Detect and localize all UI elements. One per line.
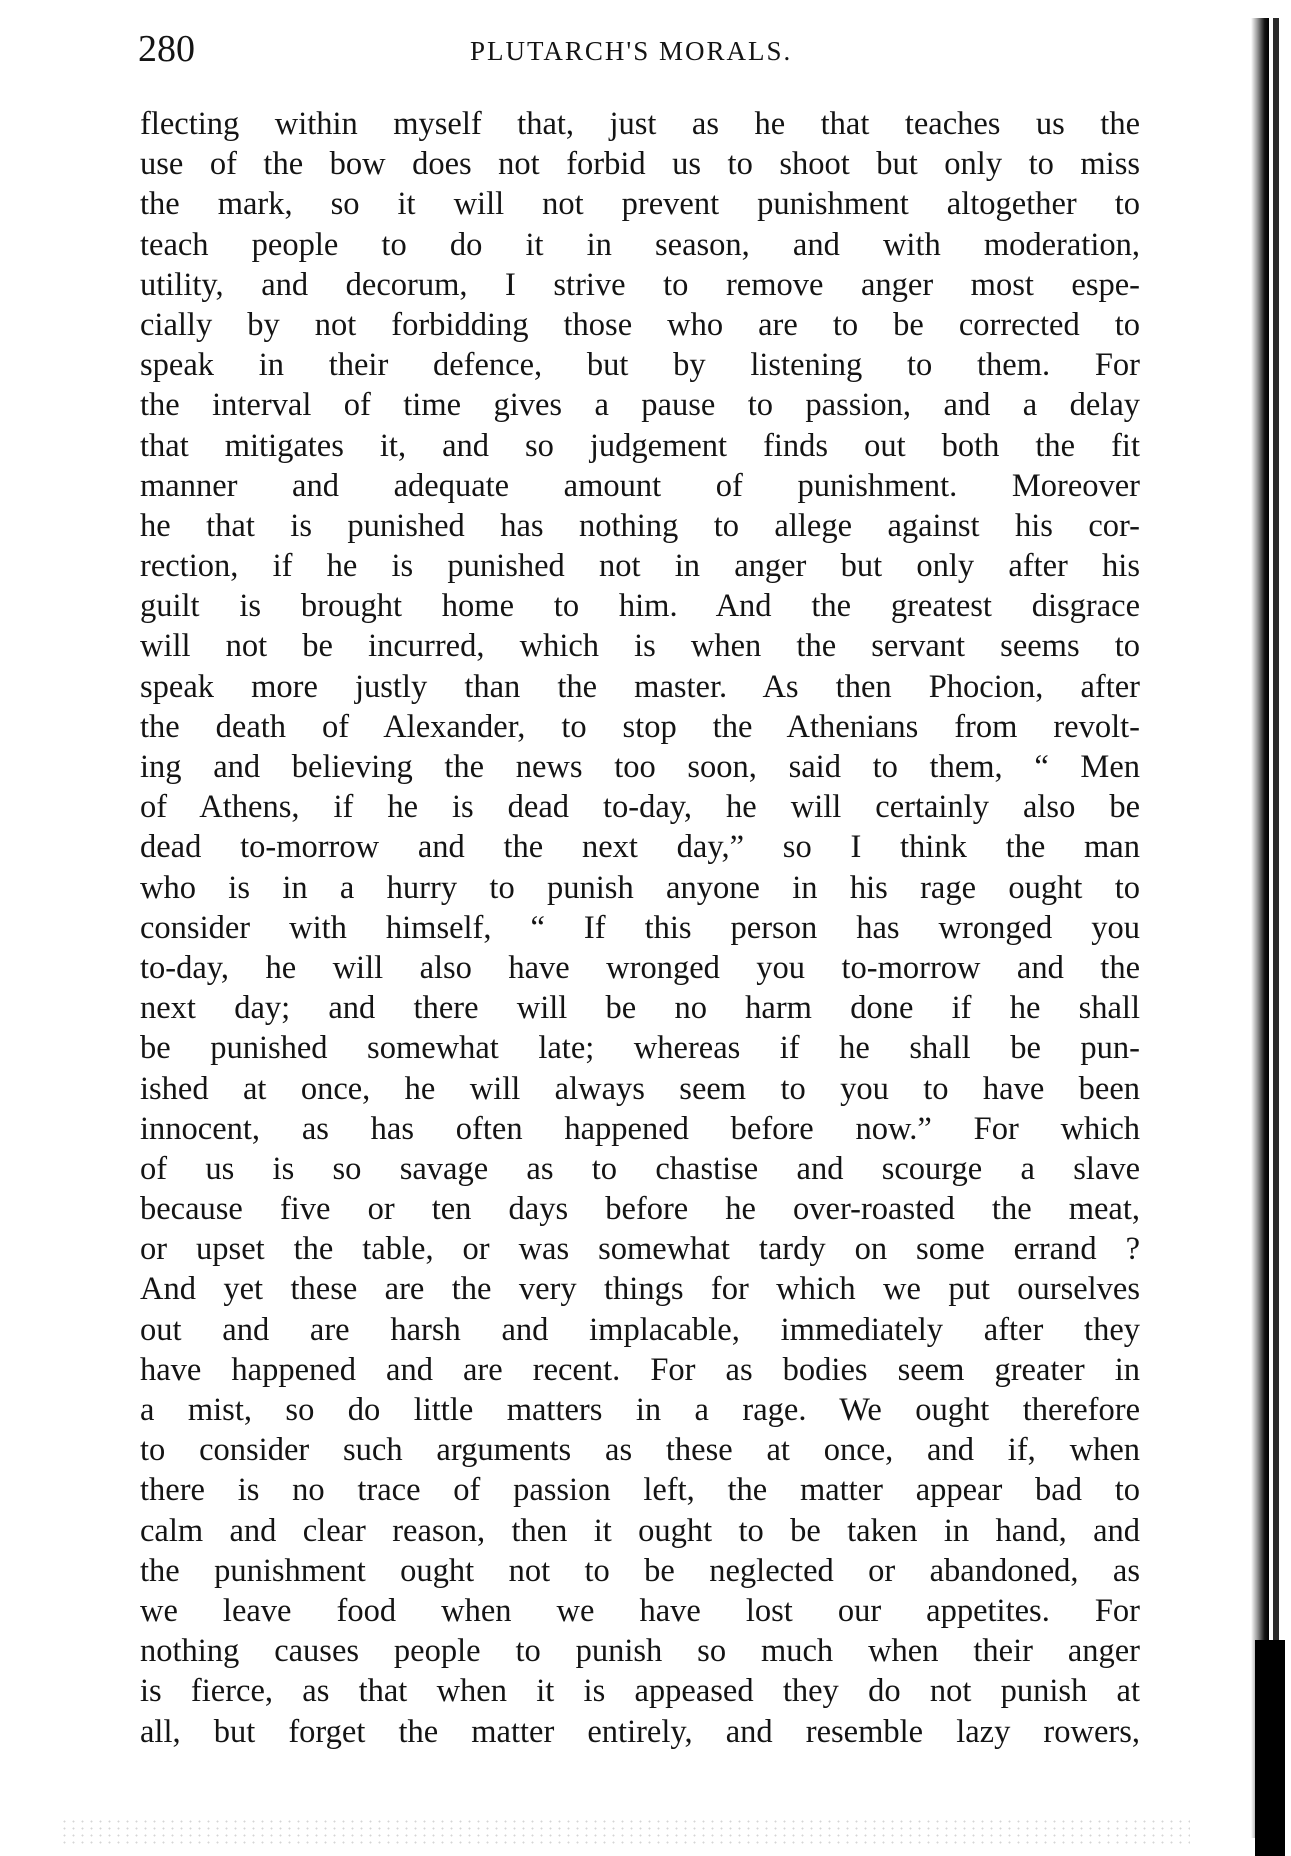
text-line: utility, and decorum, I strive to remove anger most espe-: [140, 266, 1140, 303]
text-line: the mark, so it will not prevent punishment altogether to: [140, 186, 1140, 223]
text-line: And yet these are the very things for which we put ourselves: [140, 1271, 1140, 1308]
text-line: rection, if he is punished not in anger but only after his: [140, 548, 1140, 585]
text-line: or upset the table, or was somewhat tardy on some errand ?: [140, 1231, 1140, 1268]
binding-shadow-base: [1255, 1640, 1285, 1856]
text-line: to-day, he will also have wronged you to-morrow and the: [140, 949, 1140, 986]
scan-speckle: [60, 1818, 1190, 1848]
binding-edge-shadow: [1251, 0, 1291, 1856]
text-line: we leave food when we have lost our appetites. For: [140, 1592, 1140, 1629]
text-line: have happened and are recent. For as bodies seem greater in: [140, 1351, 1140, 1388]
text-line: be punished somewhat late; whereas if he shall be pun-: [140, 1030, 1140, 1067]
binding-shadow-gradient: [1251, 18, 1269, 1838]
text-line: the interval of time gives a pause to passion, and a delay: [140, 387, 1140, 424]
text-line: ished at once, he will always seem to you to have been: [140, 1070, 1140, 1107]
text-line: is fierce, as that when it is appeased they do not punish at: [140, 1673, 1140, 1710]
text-line: teach people to do it in season, and with moderation,: [140, 226, 1140, 263]
text-line: speak in their defence, but by listening to them. For: [140, 347, 1140, 384]
text-line: use of the bow does not forbid us to shoot but only to miss: [140, 146, 1140, 183]
text-line: all, but forget the matter entirely, and resemble lazy rowers,: [140, 1713, 1140, 1750]
binding-shadow-line: [1273, 18, 1279, 1838]
text-line: flecting within myself that, just as he that teaches us the: [140, 106, 1140, 142]
text-line: innocent, as has often happened before now.” For which: [140, 1110, 1140, 1147]
text-line: cially by not forbidding those who are to be corrected to: [140, 306, 1140, 343]
text-line: because five or ten days before he over-roasted the meat,: [140, 1191, 1140, 1228]
text-line: manner and adequate amount of punishment. Moreover: [140, 467, 1140, 504]
text-line: to consider such arguments as these at once, and if, when: [140, 1432, 1140, 1469]
text-line: guilt is brought home to him. And the greatest disgrace: [140, 588, 1140, 625]
text-line: will not be incurred, which is when the servant seems to: [140, 628, 1140, 665]
text-line: out and are harsh and implacable, immediately after they: [140, 1311, 1140, 1348]
text-line: he that is punished has nothing to allege against his cor-: [140, 507, 1140, 544]
text-line: of Athens, if he is dead to-day, he will certainly also be: [140, 789, 1140, 826]
text-line: ing and believing the news too soon, said to them, “ Men: [140, 749, 1140, 785]
text-line: consider with himself, “ If this person has wronged you: [140, 909, 1140, 946]
text-line: who is in a hurry to punish anyone in his rage ought to: [140, 869, 1140, 906]
text-line: calm and clear reason, then it ought to be taken in hand, and: [140, 1512, 1140, 1549]
text-line: next day; and there will be no harm done if he shall: [140, 990, 1140, 1027]
text-line: the death of Alexander, to stop the Athenians from revolt-: [140, 708, 1140, 745]
body-text: [140, 104, 1140, 1752]
text-line: the punishment ought not to be neglected or abandoned, as: [140, 1552, 1140, 1589]
text-line: nothing causes people to punish so much when their anger: [140, 1633, 1140, 1670]
text-line: dead to-morrow and the next day,” so I think the man: [140, 829, 1140, 866]
text-line: speak more justly than the master. As then Phocion, after: [140, 668, 1140, 705]
text-line: that mitigates it, and so judgement finds out both the fit: [140, 427, 1140, 464]
text-line: of us is so savage as to chastise and scourge a slave: [140, 1150, 1140, 1187]
text-line: there is no trace of passion left, the matter appear bad to: [140, 1472, 1140, 1509]
text-line: a mist, so do little matters in a rage. We ought therefore: [140, 1392, 1140, 1428]
page-number: 280: [138, 28, 195, 70]
running-title: PLUTARCH'S MORALS.: [470, 36, 793, 66]
